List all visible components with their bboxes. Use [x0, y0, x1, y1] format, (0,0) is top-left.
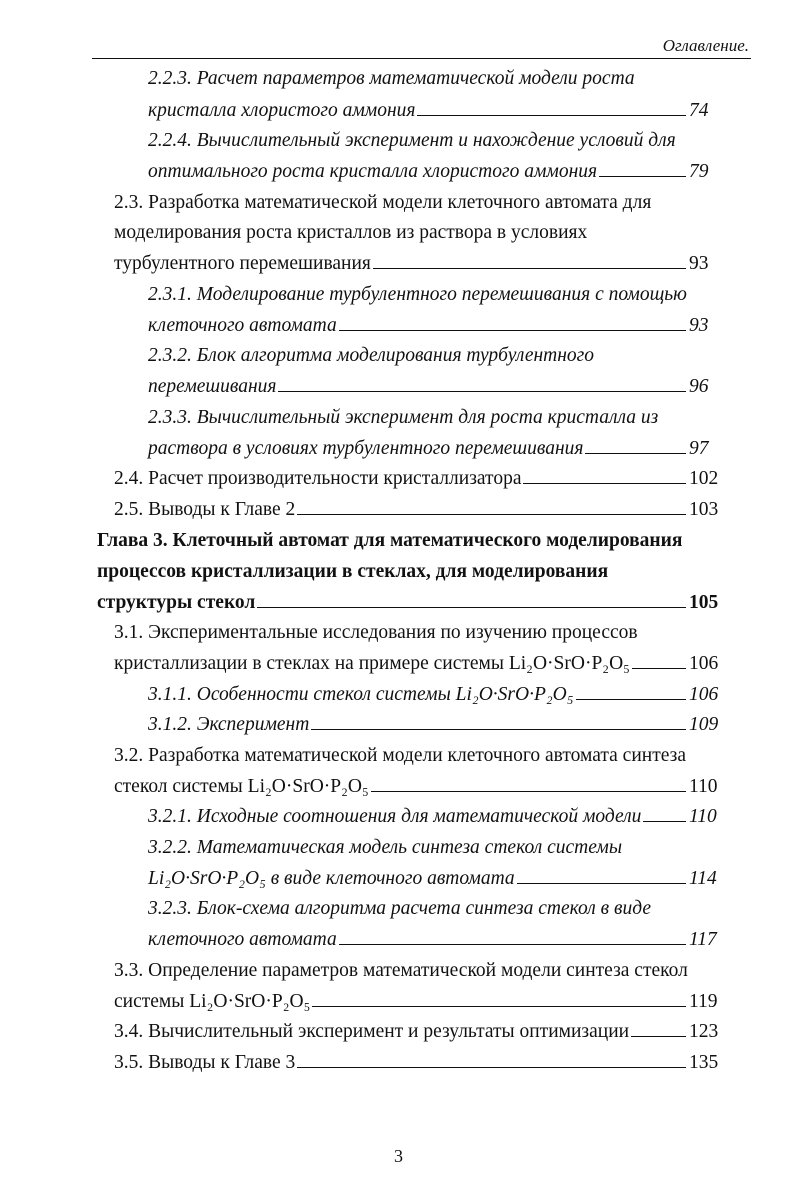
toc-entry-2-3[interactable]: 2.3. Разработка математической модели клеточного автомата для	[114, 192, 652, 213]
toc-entry-3-2-cont[interactable]: стекол системы Li₂O·SrO·P₂O₅ 110	[114, 774, 719, 800]
toc-entry-3-2-3-cont[interactable]: клеточного автомата 117	[148, 927, 719, 953]
leader-line	[257, 592, 686, 608]
toc-entry-2-4[interactable]: 2.4. Расчет производительности кристаллизатора 102	[114, 466, 719, 492]
leader-line	[643, 806, 686, 822]
leader-line	[417, 100, 686, 116]
toc-entry-2-3-cont[interactable]: моделирования роста кристаллов из раствора в условиях	[114, 222, 588, 243]
toc-chapter-3[interactable]: Глава 3. Клеточный автомат для математического моделирования	[97, 530, 683, 551]
toc-entry-3-3[interactable]: 3.3. Определение параметров математической модели синтеза стекол	[114, 960, 688, 981]
leader-line	[312, 991, 686, 1007]
toc-entry-2-3-3[interactable]: 2.3.3. Вычислительный эксперимент для роста кристалла из	[148, 407, 659, 428]
toc-entry-2-2-3-cont[interactable]: кристалла хлористого аммония 74	[148, 98, 719, 124]
running-header: Оглавление.	[662, 36, 749, 55]
toc-entry-2-3-3-cont[interactable]: раствора в условиях турбулентного перемешивания 97	[148, 436, 719, 462]
toc-entry-2-3-2-cont[interactable]: перемешивания 96	[148, 374, 719, 400]
toc-entry-2-3-cont2[interactable]: турбулентного перемешивания 93	[114, 251, 719, 277]
toc-entry-2-2-4-cont[interactable]: оптимального роста кристалла хлористого аммония 79	[148, 159, 719, 185]
page-ref: 106	[689, 653, 719, 674]
page-ref: 119	[689, 991, 718, 1012]
toc-entry-2-2-4[interactable]: 2.2.4. Вычислительный эксперимент и нахождение условий для	[148, 130, 676, 151]
page-ref: 110	[689, 806, 717, 827]
page-ref: 96	[689, 376, 709, 397]
leader-line	[599, 161, 686, 177]
header-rule	[92, 58, 751, 59]
toc-entry-2-5[interactable]: 2.5. Выводы к Главе 2 103	[114, 497, 719, 523]
page-ref: 123	[689, 1021, 719, 1042]
leader-line	[339, 929, 686, 945]
leader-line	[339, 315, 686, 331]
toc-entry-2-3-1[interactable]: 2.3.1. Моделирование турбулентного перемешивания с помощью	[148, 284, 687, 305]
leader-line	[631, 1021, 686, 1037]
page-ref: 79	[689, 161, 709, 182]
page-ref: 109	[689, 714, 719, 735]
page-ref: 93	[689, 315, 709, 336]
page-ref: 135	[689, 1052, 719, 1073]
toc-entry-3-4[interactable]: 3.4. Вычислительный эксперимент и результаты оптимизации 123	[114, 1019, 719, 1045]
page-ref: 106	[689, 684, 719, 705]
toc-entry-3-1-2[interactable]: 3.1.2. Эксперимент 109	[148, 712, 719, 738]
leader-line	[297, 1052, 686, 1068]
leader-line	[517, 868, 686, 884]
leader-line	[278, 376, 686, 392]
page-ref: 74	[689, 100, 709, 121]
leader-line	[576, 684, 686, 700]
page-ref: 114	[689, 868, 717, 889]
leader-line	[311, 714, 686, 730]
toc-entry-3-2-2-cont[interactable]: Li₂O·SrO·P₂O₅ в виде клеточного автомата 114	[148, 866, 719, 892]
toc-entry-3-1-cont[interactable]: кристаллизации в стеклах на примере системы Li₂O·SrO·P₂O₅ 106	[114, 651, 719, 677]
toc-entry-2-2-3[interactable]: 2.2.3. Расчет параметров математической модели роста	[148, 68, 635, 89]
page-ref: 93	[689, 253, 709, 274]
leader-line	[585, 438, 686, 454]
page-number: 3	[394, 1146, 403, 1166]
leader-line	[373, 253, 686, 269]
page-ref: 102	[689, 468, 719, 489]
page-ref: 117	[689, 929, 717, 950]
toc-entry-2-3-1-cont[interactable]: клеточного автомата 93	[148, 313, 719, 339]
leader-line	[297, 499, 686, 515]
toc-entry-2-3-2[interactable]: 2.3.2. Блок алгоритма моделирования турбулентного	[148, 345, 595, 366]
page-ref: 97	[689, 438, 709, 459]
toc-entry-3-5[interactable]: 3.5. Выводы к Главе 3 135	[114, 1050, 719, 1076]
toc-entry-3-2-3[interactable]: 3.2.3. Блок-схема алгоритма расчета синтеза стекол в виде	[148, 898, 651, 919]
page-ref: 105	[689, 592, 719, 613]
toc-chapter-3-cont[interactable]: процессов кристаллизации в стеклах, для моделирования	[97, 561, 609, 582]
leader-line	[371, 776, 686, 792]
toc-entry-3-3-cont[interactable]: системы Li₂O·SrO·P₂O₅ 119	[114, 989, 719, 1015]
toc-entry-3-2-2[interactable]: 3.2.2. Математическая модель синтеза стекол системы	[148, 837, 623, 858]
toc-entry-3-1[interactable]: 3.1. Экспериментальные исследования по изучению процессов	[114, 622, 638, 643]
page-ref: 103	[689, 499, 719, 520]
toc-entry-3-2[interactable]: 3.2. Разработка математической модели клеточного автомата синтеза	[114, 745, 686, 766]
leader-line	[632, 653, 686, 669]
leader-line	[523, 468, 686, 484]
toc-chapter-3-cont2[interactable]: структуры стекол 105	[97, 590, 719, 616]
toc-entry-3-2-1[interactable]: 3.2.1. Исходные соотношения для математической модели 110	[148, 804, 719, 830]
page-ref: 110	[689, 776, 718, 797]
toc-entry-3-1-1[interactable]: 3.1.1. Особенности стекол системы Li₂O·SrO·P₂O₅ 106	[148, 682, 719, 708]
